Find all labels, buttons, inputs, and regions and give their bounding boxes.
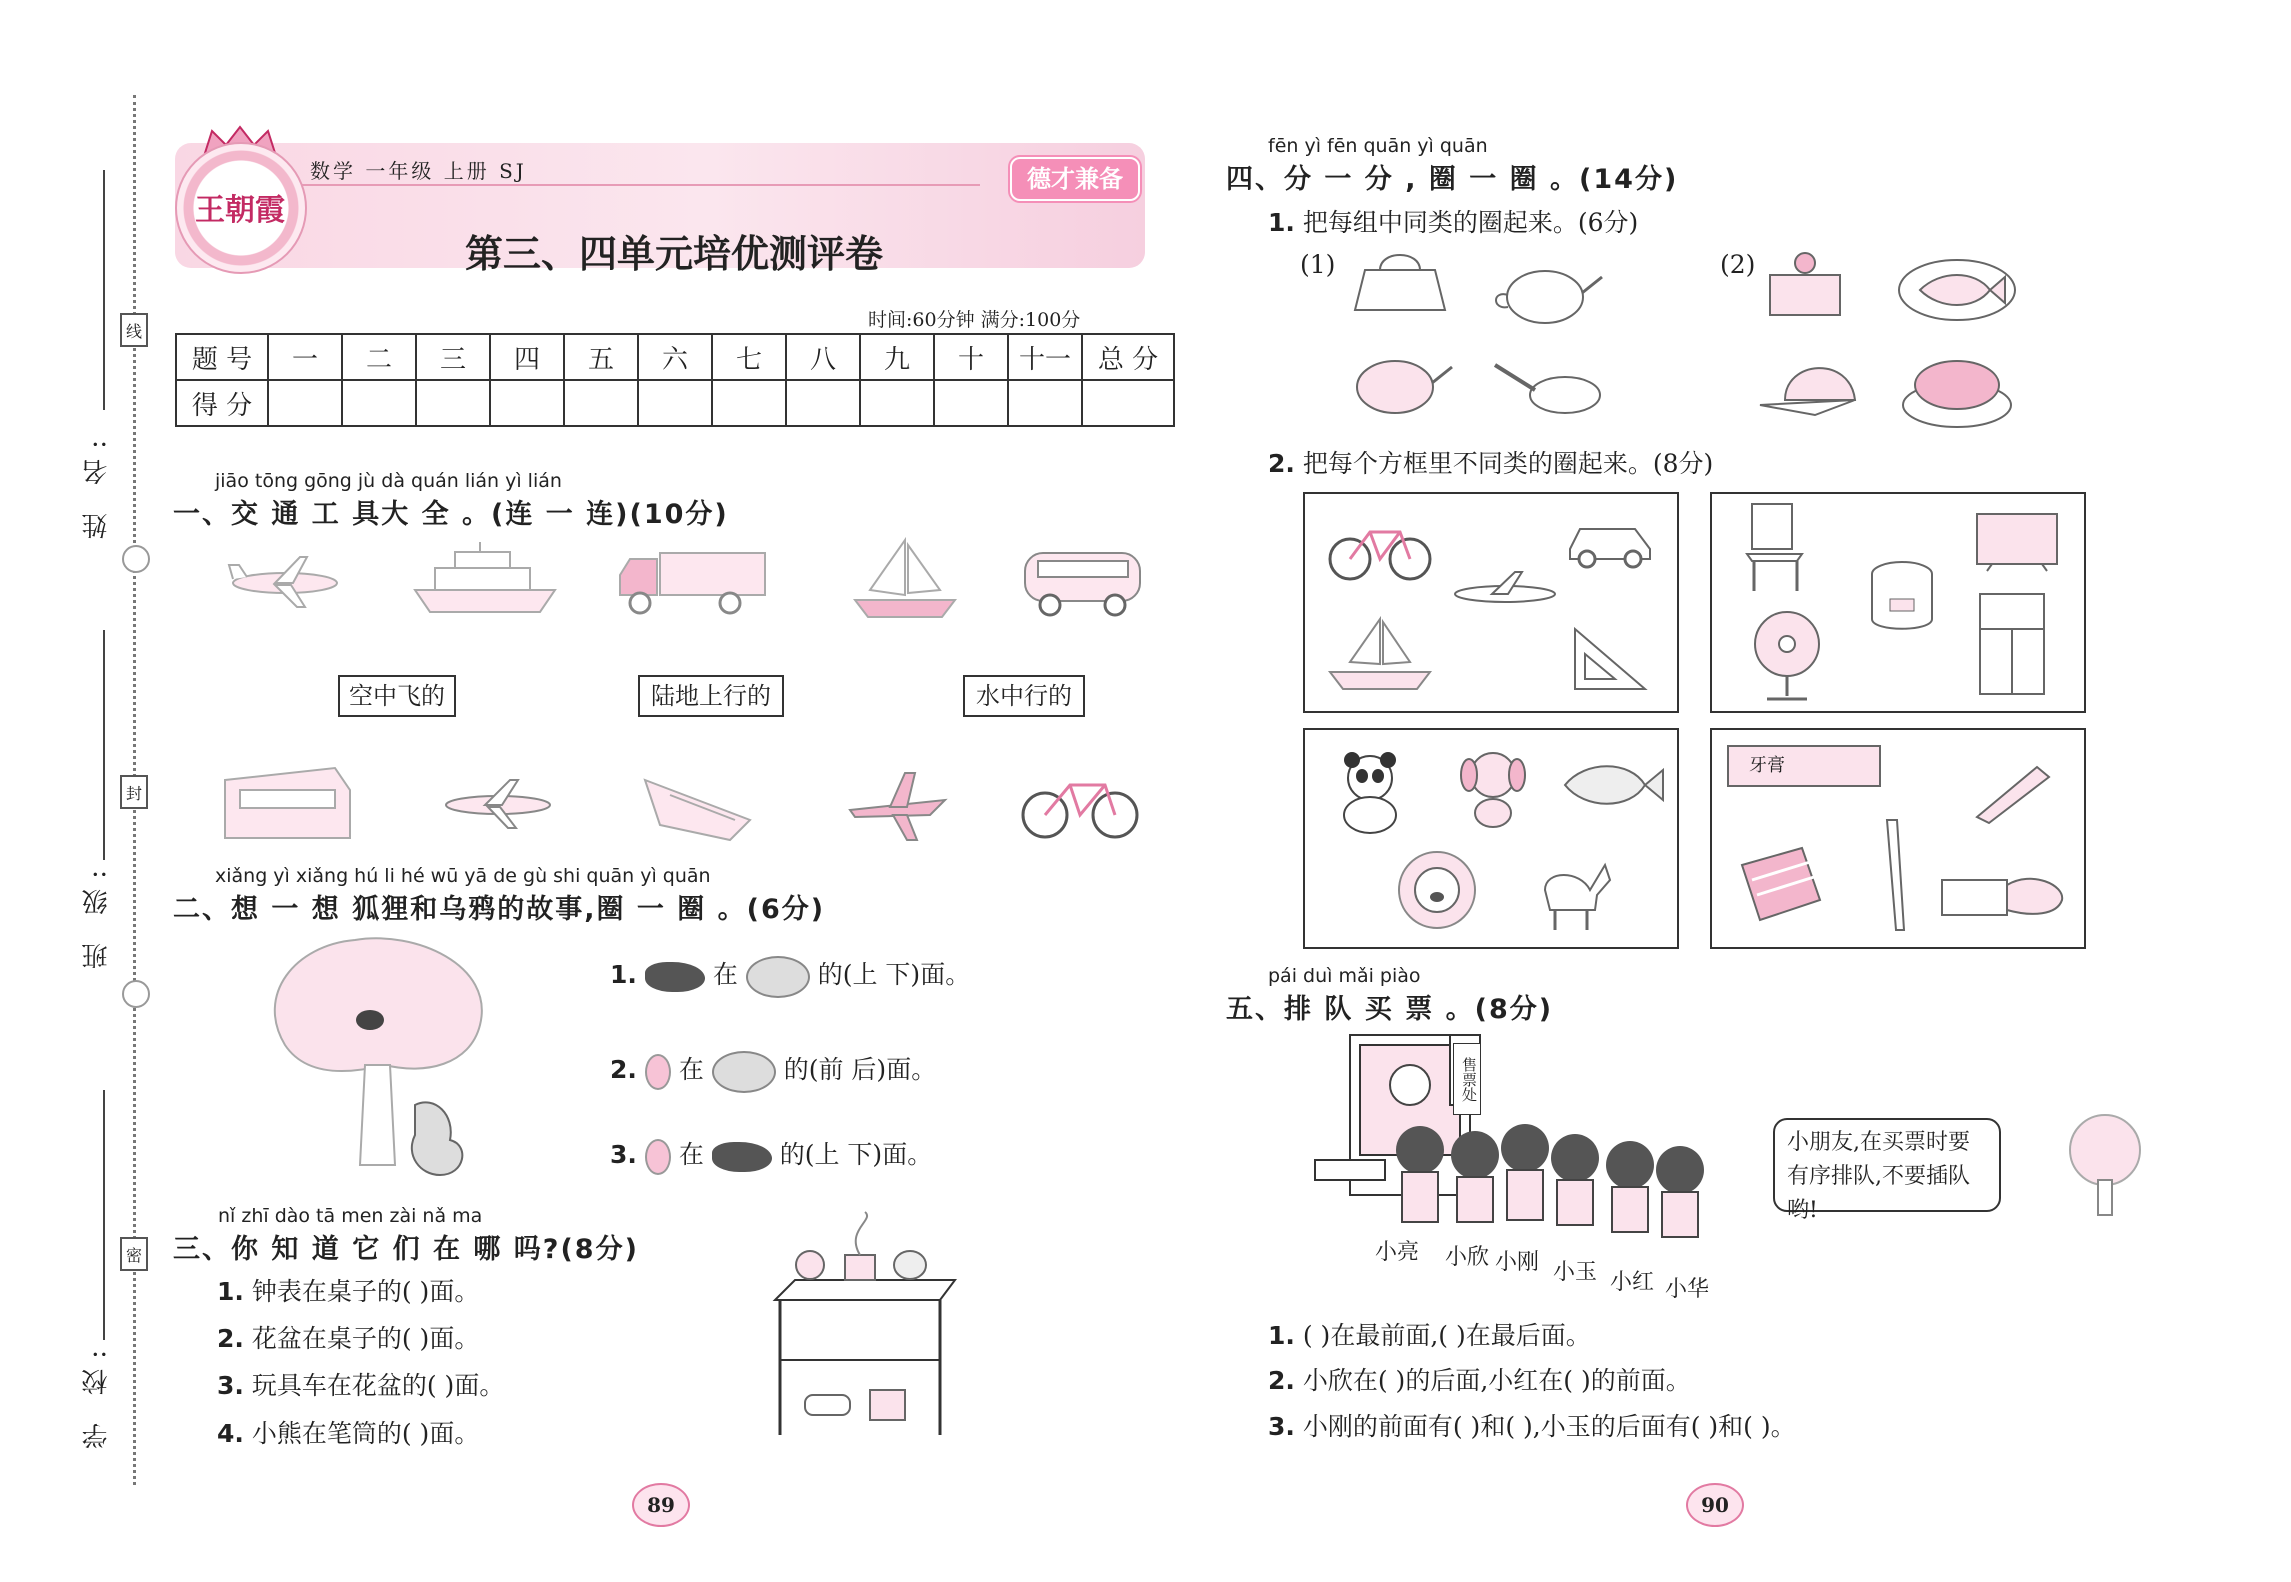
class-line[interactable] xyxy=(103,630,105,860)
q2-num: 2. xyxy=(610,1055,637,1084)
page-number-right: 90 xyxy=(1686,1483,1744,1527)
pen-icon[interactable] xyxy=(1967,755,2057,825)
binding-tag-line: 线 xyxy=(120,313,148,347)
train-icon[interactable] xyxy=(215,760,355,845)
airplane-icon[interactable] xyxy=(1450,564,1560,619)
car-icon[interactable] xyxy=(1565,509,1655,569)
dog-icon[interactable] xyxy=(1455,745,1530,830)
header-divider xyxy=(300,184,980,186)
binding-hole xyxy=(122,980,150,1008)
teapot-icon[interactable] xyxy=(1490,255,1605,330)
frame-animals xyxy=(1303,728,1679,949)
q3-text[interactable]: 花盆在桌子的( )面。 xyxy=(251,1324,480,1353)
fan-icon[interactable] xyxy=(1747,604,1827,704)
fox-icon xyxy=(746,956,810,998)
q3-text[interactable]: 玩具车在花盆的( )面。 xyxy=(251,1371,505,1400)
ship-icon[interactable] xyxy=(410,540,560,620)
towel-icon[interactable] xyxy=(1732,840,1827,930)
binding-hole xyxy=(122,545,150,573)
q5-num: 3. xyxy=(1268,1412,1295,1441)
score-cell[interactable] xyxy=(342,380,416,426)
q4-heading: 四、分 一 分 , 圈 一 圈 。(14分) xyxy=(1226,164,1679,195)
comb-icon[interactable] xyxy=(1937,865,2067,925)
lion-icon[interactable] xyxy=(1390,845,1485,940)
chair-icon[interactable] xyxy=(1742,499,1812,594)
child-name: 小玉 xyxy=(1553,1260,1598,1285)
sailboat-icon[interactable] xyxy=(1325,614,1435,694)
cheese-icon xyxy=(645,1054,671,1090)
score-cell[interactable] xyxy=(712,380,786,426)
rice-cooker-icon[interactable] xyxy=(1862,554,1942,634)
q5-text[interactable]: ( )在最前面,( )在最后面。 xyxy=(1302,1321,1591,1350)
fish-icon[interactable] xyxy=(1555,755,1665,815)
table-cell: 三 xyxy=(416,334,490,380)
q5-num: 1. xyxy=(1268,1321,1295,1350)
q5-item-3 xyxy=(1268,1407,1796,1443)
cake-icon[interactable] xyxy=(1760,235,1850,325)
q4-sub1-text: 把每组中同类的圈起来。(6分) xyxy=(1302,208,1639,237)
score-cell[interactable] xyxy=(638,380,712,426)
score-cell[interactable] xyxy=(268,380,342,426)
score-cell[interactable] xyxy=(934,380,1008,426)
q2-pinyin: xiǎng yì xiǎng hú li hé wū yā de gù shi quān yì quān xyxy=(215,865,711,887)
queue-illustration xyxy=(1310,1030,1710,1280)
speech-bubble: 小朋友,在买票时要有序排队,不要插队哟! xyxy=(1773,1118,2001,1212)
airplane-icon[interactable] xyxy=(225,545,345,615)
table-cell: 十一 xyxy=(1008,334,1082,380)
q2-num: 3. xyxy=(610,1140,637,1169)
child-name: 小欣 xyxy=(1445,1245,1490,1270)
kettle-icon[interactable] xyxy=(1340,245,1460,325)
binding-tag-seal: 封 xyxy=(120,775,148,809)
table-cell: 五 xyxy=(564,334,638,380)
score-cell[interactable] xyxy=(416,380,490,426)
school-label: 学 校: xyxy=(82,1340,112,1450)
bus-icon[interactable] xyxy=(1020,545,1145,620)
q5-num: 2. xyxy=(1268,1366,1295,1395)
table-cell: 题 号 xyxy=(176,334,268,380)
score-cell[interactable] xyxy=(1008,380,1082,426)
q4-sub2 xyxy=(1268,444,1713,480)
table-cell: 得 分 xyxy=(176,380,268,426)
sailboat-icon[interactable] xyxy=(850,535,960,625)
bread-plate-icon[interactable] xyxy=(1900,345,2015,430)
fox-crow-tree-illustration xyxy=(255,925,505,1195)
q3-heading: 三、你 知 道 它 们 在 哪 吗?(8分) xyxy=(173,1234,639,1265)
q4-sub2-text: 把每个方框里不同类的圈起来。(8分) xyxy=(1302,449,1714,478)
refrigerator-icon[interactable] xyxy=(1972,589,2052,699)
score-cell[interactable] xyxy=(860,380,934,426)
q3-item-1 xyxy=(217,1272,479,1308)
q5-heading: 五、排 队 买 票 。(8分) xyxy=(1226,994,1554,1025)
binding-tag-secret: 密 xyxy=(120,1237,148,1271)
frame-toiletries xyxy=(1710,728,2086,949)
q3-num: 2. xyxy=(217,1324,244,1353)
airplane-icon[interactable] xyxy=(440,770,555,835)
table-scene-illustration xyxy=(765,1210,965,1440)
score-row-blank xyxy=(176,380,1174,426)
child-name: 小华 xyxy=(1665,1277,1710,1302)
q3-item-3 xyxy=(217,1366,504,1402)
logo-text: 王朝霞 xyxy=(195,193,285,228)
score-cell[interactable] xyxy=(564,380,638,426)
table-cell: 十 xyxy=(934,334,1008,380)
bicycle-icon[interactable] xyxy=(1020,765,1140,845)
q4-sub1-num: 1. xyxy=(1268,208,1295,237)
table-cell: 七 xyxy=(712,334,786,380)
school-line[interactable] xyxy=(103,1090,105,1340)
q2-pre: 在 xyxy=(712,960,738,989)
child-name: 小刚 xyxy=(1495,1250,1540,1275)
q3-item-4 xyxy=(217,1414,479,1450)
q2-item-3 xyxy=(610,1135,932,1175)
class-label: 班 级: xyxy=(82,860,112,970)
score-row-header xyxy=(176,334,1174,380)
score-cell[interactable] xyxy=(490,380,564,426)
q3-item-2 xyxy=(217,1319,479,1355)
q2-pre: 在 xyxy=(678,1140,704,1169)
teapot-icon[interactable] xyxy=(1340,345,1455,420)
rowboat-icon[interactable] xyxy=(640,765,755,845)
q5-text[interactable]: 小刚的前面有( )和( ),小玉的后面有( )和( )。 xyxy=(1302,1412,1796,1441)
category-box-land[interactable]: 陆地上行的 xyxy=(638,675,784,717)
score-table xyxy=(175,333,1175,427)
frame-appliances xyxy=(1710,492,2086,713)
q3-num: 3. xyxy=(217,1371,244,1400)
crow-icon xyxy=(645,962,705,992)
score-cell[interactable] xyxy=(786,380,860,426)
table-cell: 八 xyxy=(786,334,860,380)
time-score-meta: 时间:60分钟 满分:100分 xyxy=(868,309,1081,331)
jet-icon[interactable] xyxy=(845,765,950,845)
category-box-water[interactable]: 水中行的 xyxy=(963,675,1085,717)
television-icon[interactable] xyxy=(1972,509,2062,574)
table-cell: 二 xyxy=(342,334,416,380)
table-cell: 九 xyxy=(860,334,934,380)
child-name: 小红 xyxy=(1610,1270,1655,1295)
child-name: 小亮 xyxy=(1375,1240,1420,1265)
table-cell: 一 xyxy=(268,334,342,380)
q2-answer-choice[interactable]: 的(上 下)面。 xyxy=(817,960,971,989)
crow-icon xyxy=(712,1142,772,1172)
ticket-office-sign: 售票处 xyxy=(1453,1043,1481,1115)
q4-sub1 xyxy=(1268,203,1638,239)
triangle-ruler-icon[interactable] xyxy=(1570,624,1650,694)
q3-text[interactable]: 小熊在笔筒的( )面。 xyxy=(251,1419,480,1448)
badge: 德才兼备 xyxy=(1010,157,1140,201)
category-box-air[interactable]: 空中飞的 xyxy=(338,675,456,717)
group2-label: (2) xyxy=(1720,250,1756,279)
q1-pinyin: jiāo tōng gōng jù dà quán lián yì lián xyxy=(215,470,562,492)
q2-num: 1. xyxy=(610,960,637,989)
q4-pinyin: fēn yì fēn quān yì quān xyxy=(1268,135,1488,157)
tree-character-icon xyxy=(2060,1110,2150,1220)
toothpaste-icon[interactable]: 牙膏 xyxy=(1727,745,1881,787)
q5-item-1 xyxy=(1268,1316,1591,1352)
page-number-left: 89 xyxy=(632,1483,690,1527)
fox-icon xyxy=(712,1051,776,1093)
q2-answer-choice[interactable]: 的(前 后)面。 xyxy=(783,1055,937,1084)
group1-label: (1) xyxy=(1300,250,1336,279)
q3-pinyin: nǐ zhī dào tā men zài nǎ ma xyxy=(218,1205,483,1227)
panda-icon[interactable] xyxy=(1330,750,1410,835)
q5-text[interactable]: 小欣在( )的后面,小红在( )的前面。 xyxy=(1302,1366,1691,1395)
cap-icon[interactable] xyxy=(1755,350,1865,425)
q2-item-1 xyxy=(610,955,970,998)
q4-sub2-num: 2. xyxy=(1268,449,1295,478)
q1-heading: 一、交 通 工 具大 全 。(连 一 连)(10分) xyxy=(173,499,729,530)
frame-transport xyxy=(1303,492,1679,713)
q3-text[interactable]: 钟表在桌子的( )面。 xyxy=(251,1277,480,1306)
name-line[interactable] xyxy=(103,170,105,410)
table-cell: 总 分 xyxy=(1082,334,1174,380)
q2-heading: 二、想 一 想 狐狸和乌鸦的故事,圈 一 圈 。(6分) xyxy=(173,894,826,925)
q3-num: 1. xyxy=(217,1277,244,1306)
q2-item-2 xyxy=(610,1050,936,1093)
bicycle-icon[interactable] xyxy=(1325,514,1435,584)
page-title: 第三、四单元培优测评卷 xyxy=(465,232,884,276)
q3-num: 4. xyxy=(217,1419,244,1448)
q5-item-2 xyxy=(1268,1361,1691,1397)
fish-plate-icon[interactable] xyxy=(1895,255,2020,325)
q2-answer-choice[interactable]: 的(上 下)面。 xyxy=(779,1140,933,1169)
horse-icon[interactable] xyxy=(1535,850,1615,935)
name-label: 姓 名: xyxy=(82,430,112,540)
q2-pre: 在 xyxy=(678,1055,704,1084)
table-cell: 四 xyxy=(490,334,564,380)
toothbrush-icon[interactable] xyxy=(1872,815,1912,935)
truck-icon[interactable] xyxy=(615,545,770,620)
score-cell[interactable] xyxy=(1082,380,1174,426)
subject-line: 数学 一年级 上册 SJ xyxy=(310,159,527,183)
q5-pinyin: pái duì mǎi piào xyxy=(1268,965,1421,987)
frying-pan-icon[interactable] xyxy=(1490,355,1605,420)
cheese-icon xyxy=(645,1139,671,1175)
table-cell: 六 xyxy=(638,334,712,380)
